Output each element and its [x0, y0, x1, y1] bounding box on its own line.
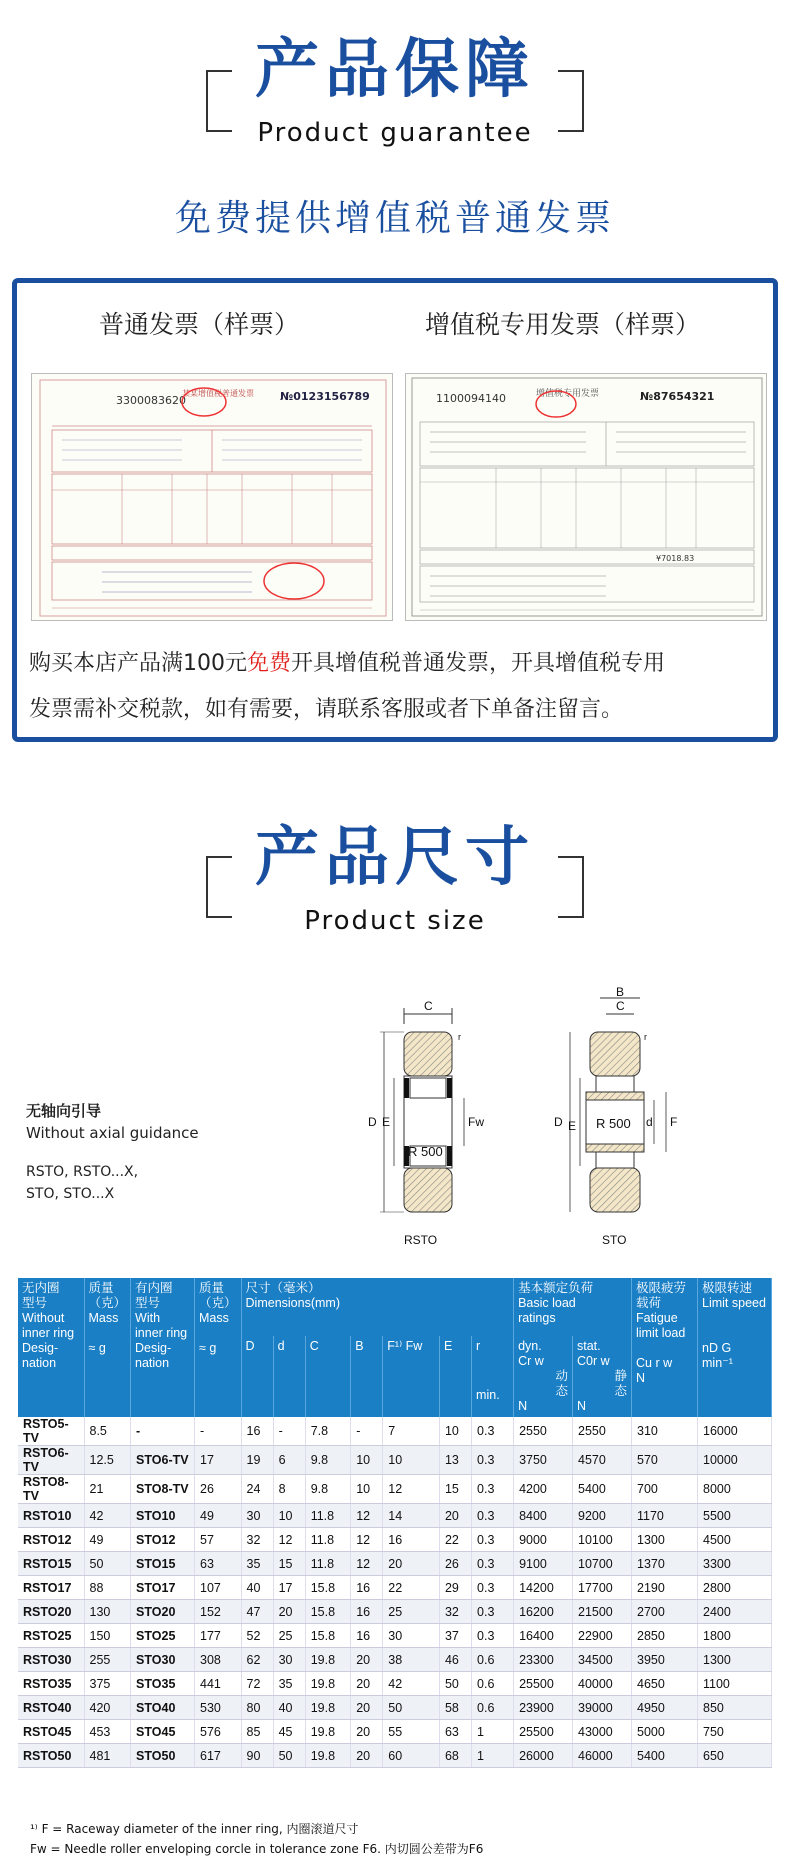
sample-normal-label: 普通发票（样票）: [99, 310, 300, 339]
table-cell: 4570: [573, 1446, 632, 1475]
table-cell: 441: [195, 1672, 242, 1696]
table-cell: 68: [439, 1744, 471, 1768]
table-cell: 19.8: [305, 1744, 351, 1768]
table-cell: 50: [439, 1672, 471, 1696]
normal-invoice-code: 3300083620: [116, 394, 186, 407]
table-cell: 9200: [573, 1504, 632, 1528]
table-cell: 0.6: [472, 1696, 514, 1720]
table-cell: 16000: [698, 1417, 772, 1446]
table-cell: 24: [241, 1475, 273, 1504]
table-cell: 47: [241, 1600, 273, 1624]
table-cell: 1: [472, 1720, 514, 1744]
vat-invoice-code: 1100094140: [436, 392, 506, 405]
table-cell: 35: [273, 1672, 305, 1696]
table-cell: 14: [383, 1504, 440, 1528]
table-cell: 40000: [573, 1672, 632, 1696]
table-row: [18, 1475, 772, 1504]
table-cell: 50: [273, 1744, 305, 1768]
footnote-f: ¹⁾ F = Raceway diameter of the inner ring, 内圈滚道尺寸: [30, 1822, 359, 1836]
table-cell: 10: [439, 1417, 471, 1446]
table-cell: 2850: [632, 1624, 698, 1648]
th-f-fw: F¹⁾ Fw: [383, 1336, 440, 1417]
table-cell: 19.8: [305, 1648, 351, 1672]
invoice-note: [29, 641, 769, 733]
table-cell: 40: [273, 1696, 305, 1720]
table-cell: 52: [241, 1624, 273, 1648]
table-row: [18, 1720, 772, 1744]
table-cell: RSTO30: [18, 1648, 84, 1672]
table-cell: 10100: [573, 1528, 632, 1552]
dim-fw: Fw: [468, 1115, 484, 1129]
table-cell: 700: [632, 1475, 698, 1504]
dim-d-big-left: D: [368, 1115, 377, 1129]
table-cell: 43000: [573, 1720, 632, 1744]
table-cell: 4650: [632, 1672, 698, 1696]
table-cell: RSTO12: [18, 1528, 84, 1552]
table-cell: 16: [241, 1417, 273, 1446]
table-cell: 130: [84, 1600, 131, 1624]
table-cell: 177: [195, 1624, 242, 1648]
table-cell: RSTO40: [18, 1696, 84, 1720]
guide-zh: 无轴向引导: [26, 1102, 102, 1120]
table-cell: 150: [84, 1624, 131, 1648]
table-cell: STO12: [131, 1528, 195, 1552]
th-speed: 极限转速 Limit speed nD G min⁻¹: [698, 1278, 772, 1417]
table-cell: 9000: [514, 1528, 573, 1552]
table-cell: 10: [273, 1504, 305, 1528]
table-cell: 16: [351, 1624, 383, 1648]
table-cell: 30: [273, 1648, 305, 1672]
table-cell: 5000: [632, 1720, 698, 1744]
table-cell: 16: [383, 1528, 440, 1552]
table-cell: 5500: [698, 1504, 772, 1528]
table-row: [18, 1552, 772, 1576]
th-without-ring: 无内圈 型号 Without inner ring Desig- nation: [18, 1278, 84, 1417]
table-cell: 19: [241, 1446, 273, 1475]
table-cell: 4200: [514, 1475, 573, 1504]
table-cell: -: [131, 1417, 195, 1446]
table-row: [18, 1446, 772, 1475]
table-cell: 45: [273, 1720, 305, 1744]
th-load-ratings: 基本额定负荷 Basic load ratings: [514, 1278, 632, 1336]
table-cell: 0.6: [472, 1648, 514, 1672]
bearing-types-line2: STO, STO...X: [26, 1186, 115, 1202]
table-cell: 1100: [698, 1672, 772, 1696]
table-cell: 55: [383, 1720, 440, 1744]
th-mass-1: 质量 （克） Mass ≈ g: [84, 1278, 131, 1417]
table-cell: 570: [632, 1446, 698, 1475]
table-cell: 750: [698, 1720, 772, 1744]
vat-invoice-no: №87654321: [640, 390, 715, 403]
table-cell: 85: [241, 1720, 273, 1744]
table-cell: 23900: [514, 1696, 573, 1720]
table-cell: STO10: [131, 1504, 195, 1528]
table-cell: 3750: [514, 1446, 573, 1475]
table-cell: 16200: [514, 1600, 573, 1624]
table-cell: 576: [195, 1720, 242, 1744]
table-cell: 25500: [514, 1720, 573, 1744]
table-cell: 72: [241, 1672, 273, 1696]
table-cell: 9.8: [305, 1446, 351, 1475]
sto-diagram: [554, 985, 677, 1247]
rsto-diagram: [368, 999, 484, 1247]
table-cell: 16: [351, 1576, 383, 1600]
table-cell: -: [195, 1417, 242, 1446]
normal-invoice-title: 某某增值税普通发票: [182, 389, 254, 398]
table-cell: 19.8: [305, 1720, 351, 1744]
table-cell: STO30: [131, 1648, 195, 1672]
table-cell: STO6-TV: [131, 1446, 195, 1475]
table-cell: STO15: [131, 1552, 195, 1576]
dim-c-left: C: [424, 999, 433, 1013]
table-cell: 63: [439, 1720, 471, 1744]
table-cell: 2550: [514, 1417, 573, 1446]
table-cell: 20: [351, 1696, 383, 1720]
guarantee-heading: [0, 33, 790, 148]
table-cell: 20: [439, 1504, 471, 1528]
table-cell: 42: [84, 1504, 131, 1528]
dim-d-small: d: [646, 1115, 653, 1129]
table-cell: 375: [84, 1672, 131, 1696]
table-cell: 0.3: [472, 1600, 514, 1624]
table-cell: 25500: [514, 1672, 573, 1696]
table-cell: 25: [273, 1624, 305, 1648]
table-cell: 12: [383, 1475, 440, 1504]
table-cell: 453: [84, 1720, 131, 1744]
table-cell: 0.3: [472, 1552, 514, 1576]
table-cell: 42: [383, 1672, 440, 1696]
table-cell: 21500: [573, 1600, 632, 1624]
invoice-note-line1: 购买本店产品满100元免费开具增值税普通发票，开具增值税专用: [29, 651, 666, 676]
table-cell: RSTO15: [18, 1552, 84, 1576]
table-cell: 20: [351, 1648, 383, 1672]
table-cell: 8.5: [84, 1417, 131, 1446]
table-cell: -: [351, 1417, 383, 1446]
table-cell: 46: [439, 1648, 471, 1672]
table-cell: 32: [439, 1600, 471, 1624]
table-cell: 32: [241, 1528, 273, 1552]
table-cell: 850: [698, 1696, 772, 1720]
table-cell: 308: [195, 1648, 242, 1672]
sto-label: STO: [602, 1233, 627, 1247]
th-d-small: d: [273, 1336, 305, 1417]
table-cell: 1370: [632, 1552, 698, 1576]
table-cell: 420: [84, 1696, 131, 1720]
table-cell: 16400: [514, 1624, 573, 1648]
table-cell: 0.3: [472, 1446, 514, 1475]
table-cell: 10: [383, 1446, 440, 1475]
table-cell: 22900: [573, 1624, 632, 1648]
table-cell: 3300: [698, 1552, 772, 1576]
table-cell: 11.8: [305, 1528, 351, 1552]
table-cell: 10: [351, 1475, 383, 1504]
table-cell: 15: [273, 1552, 305, 1576]
sample-vat-label: 增值税专用发票（样票）: [425, 310, 701, 339]
table-cell: 2400: [698, 1600, 772, 1624]
normal-invoice-image: [31, 373, 393, 621]
guarantee-title: 产品保障: [255, 33, 535, 107]
guide-en: Without axial guidance: [26, 1124, 199, 1142]
table-cell: 8: [273, 1475, 305, 1504]
normal-invoice-no: №0123156789: [280, 390, 370, 403]
table-cell: 650: [698, 1744, 772, 1768]
table-cell: 9100: [514, 1552, 573, 1576]
table-cell: 0.6: [472, 1672, 514, 1696]
bearing-diagrams: [340, 985, 800, 1268]
table-cell: RSTO5-TV: [18, 1417, 84, 1446]
table-cell: 16: [351, 1600, 383, 1624]
table-cell: STO40: [131, 1696, 195, 1720]
table-cell: 8400: [514, 1504, 573, 1528]
table-cell: 34500: [573, 1648, 632, 1672]
table-cell: 5400: [632, 1744, 698, 1768]
table-row: [18, 1417, 772, 1446]
table-cell: 26: [195, 1475, 242, 1504]
dim-r-left: r: [458, 1032, 461, 1042]
spec-table: [18, 1278, 772, 1768]
table-row: [18, 1528, 772, 1552]
bearing-types-line1: RSTO, RSTO...X,: [26, 1164, 139, 1180]
sto-radius: R 500: [596, 1116, 631, 1131]
table-cell: 1: [472, 1744, 514, 1768]
table-cell: 49: [195, 1504, 242, 1528]
table-cell: 50: [84, 1552, 131, 1576]
size-heading: [0, 821, 790, 936]
table-cell: -: [273, 1417, 305, 1446]
table-cell: 17700: [573, 1576, 632, 1600]
table-cell: 17: [195, 1446, 242, 1475]
footnote-fw: Fw = Needle roller enveloping corcle in tolerance zone F6. 内切圆公差带为F6: [30, 1842, 484, 1856]
table-row: [18, 1600, 772, 1624]
th-r: r min.: [472, 1336, 514, 1417]
table-cell: 22: [439, 1528, 471, 1552]
table-cell: 10000: [698, 1446, 772, 1475]
table-cell: 22: [383, 1576, 440, 1600]
th-dyn: dyn. Cr w 动 态 N: [514, 1336, 573, 1417]
table-cell: 107: [195, 1576, 242, 1600]
th-with-ring: 有内圈 型号 With inner ring Desig- nation: [131, 1278, 195, 1417]
table-cell: 12: [273, 1528, 305, 1552]
th-fatigue: 极限疲劳 载荷 Fatigue limit load Cu r w N: [632, 1278, 698, 1417]
table-cell: 30: [241, 1504, 273, 1528]
table-cell: 255: [84, 1648, 131, 1672]
table-cell: 15.8: [305, 1576, 351, 1600]
table-cell: 3950: [632, 1648, 698, 1672]
table-cell: 0.3: [472, 1475, 514, 1504]
dim-e-right: E: [568, 1119, 577, 1133]
table-cell: 20: [383, 1552, 440, 1576]
table-cell: 8000: [698, 1475, 772, 1504]
table-row: [18, 1672, 772, 1696]
dim-c-right: C: [616, 999, 625, 1013]
table-cell: 46000: [573, 1744, 632, 1768]
table-cell: 0.3: [472, 1528, 514, 1552]
table-cell: 88: [84, 1576, 131, 1600]
table-cell: 2190: [632, 1576, 698, 1600]
table-cell: 152: [195, 1600, 242, 1624]
th-d-big: D: [241, 1336, 273, 1417]
table-cell: 9.8: [305, 1475, 351, 1504]
table-cell: 26: [439, 1552, 471, 1576]
table-cell: 19.8: [305, 1672, 351, 1696]
table-cell: 4500: [698, 1528, 772, 1552]
invoice-heading: 免费提供增值税普通发票: [174, 198, 615, 239]
table-cell: 12: [351, 1528, 383, 1552]
table-cell: 6: [273, 1446, 305, 1475]
th-c: C: [305, 1336, 351, 1417]
table-cell: 62: [241, 1648, 273, 1672]
table-cell: 0.3: [472, 1576, 514, 1600]
table-cell: RSTO10: [18, 1504, 84, 1528]
table-cell: 49: [84, 1528, 131, 1552]
table-cell: 1300: [632, 1528, 698, 1552]
table-row: [18, 1744, 772, 1768]
vat-invoice-total: ¥7018.83: [656, 554, 695, 563]
table-cell: RSTO45: [18, 1720, 84, 1744]
table-cell: 310: [632, 1417, 698, 1446]
invoice-note-line2: 发票需补交税款，如有需要，请联系客服或者下单备注留言。: [29, 697, 624, 722]
table-cell: 38: [383, 1648, 440, 1672]
table-cell: 60: [383, 1744, 440, 1768]
rsto-label: RSTO: [404, 1233, 438, 1247]
table-cell: 15.8: [305, 1624, 351, 1648]
dim-e-left: E: [382, 1115, 391, 1129]
th-mass-2: 质量 （克） Mass ≈ g: [195, 1278, 242, 1417]
table-cell: 10700: [573, 1552, 632, 1576]
vat-invoice-title: 增值税专用发票: [536, 389, 600, 399]
dim-b: B: [616, 985, 625, 999]
table-cell: 11.8: [305, 1552, 351, 1576]
table-cell: 11.8: [305, 1504, 351, 1528]
table-cell: 12: [351, 1504, 383, 1528]
table-cell: STO20: [131, 1600, 195, 1624]
table-cell: 7.8: [305, 1417, 351, 1446]
table-row: [18, 1624, 772, 1648]
dim-r-right: r: [644, 1032, 647, 1042]
vat-invoice-image: [405, 373, 767, 621]
table-cell: 37: [439, 1624, 471, 1648]
table-cell: 50: [383, 1696, 440, 1720]
table-cell: 35: [241, 1552, 273, 1576]
table-row: [18, 1648, 772, 1672]
size-title: 产品尺寸: [255, 821, 535, 895]
table-cell: 0.3: [472, 1417, 514, 1446]
table-cell: 12: [351, 1552, 383, 1576]
table-cell: 617: [195, 1744, 242, 1768]
table-cell: RSTO6-TV: [18, 1446, 84, 1475]
table-cell: 20: [351, 1744, 383, 1768]
dim-d-big-right: D: [554, 1115, 563, 1129]
table-row: [18, 1504, 772, 1528]
table-cell: 40: [241, 1576, 273, 1600]
rsto-radius: R 500: [408, 1144, 443, 1159]
table-cell: 1800: [698, 1624, 772, 1648]
table-cell: 21: [84, 1475, 131, 1504]
table-cell: 15.8: [305, 1600, 351, 1624]
table-cell: 90: [241, 1744, 273, 1768]
table-cell: 19.8: [305, 1696, 351, 1720]
table-cell: RSTO35: [18, 1672, 84, 1696]
table-cell: STO17: [131, 1576, 195, 1600]
table-cell: 5400: [573, 1475, 632, 1504]
table-cell: 20: [273, 1600, 305, 1624]
table-cell: STO25: [131, 1624, 195, 1648]
table-cell: 2550: [573, 1417, 632, 1446]
table-cell: 10: [351, 1446, 383, 1475]
th-dimensions: 尺寸（毫米） Dimensions(mm): [241, 1278, 514, 1336]
table-cell: 15: [439, 1475, 471, 1504]
free-highlight: 免费: [247, 651, 292, 676]
dim-f: F: [670, 1115, 678, 1129]
table-cell: 29: [439, 1576, 471, 1600]
table-cell: 7: [383, 1417, 440, 1446]
table-row: [18, 1696, 772, 1720]
table-cell: 1170: [632, 1504, 698, 1528]
table-cell: 26000: [514, 1744, 573, 1768]
table-cell: 530: [195, 1696, 242, 1720]
table-cell: 2700: [632, 1600, 698, 1624]
table-cell: 58: [439, 1696, 471, 1720]
th-e: E: [439, 1336, 471, 1417]
table-cell: 20: [351, 1720, 383, 1744]
table-cell: 12.5: [84, 1446, 131, 1475]
th-b: B: [351, 1336, 383, 1417]
table-cell: 63: [195, 1552, 242, 1576]
table-cell: RSTO17: [18, 1576, 84, 1600]
table-cell: 13: [439, 1446, 471, 1475]
table-cell: 4950: [632, 1696, 698, 1720]
table-cell: 25: [383, 1600, 440, 1624]
table-cell: 30: [383, 1624, 440, 1648]
table-cell: 20: [351, 1672, 383, 1696]
table-cell: RSTO20: [18, 1600, 84, 1624]
normal-invoice-seal: [264, 563, 324, 599]
table-cell: 0.3: [472, 1624, 514, 1648]
table-cell: STO50: [131, 1744, 195, 1768]
table-cell: 1300: [698, 1648, 772, 1672]
table-cell: 39000: [573, 1696, 632, 1720]
table-cell: 481: [84, 1744, 131, 1768]
table-cell: 17: [273, 1576, 305, 1600]
table-cell: STO8-TV: [131, 1475, 195, 1504]
table-cell: RSTO50: [18, 1744, 84, 1768]
table-cell: RSTO8-TV: [18, 1475, 84, 1504]
table-cell: 23300: [514, 1648, 573, 1672]
table-cell: STO35: [131, 1672, 195, 1696]
table-cell: STO45: [131, 1720, 195, 1744]
table-cell: 80: [241, 1696, 273, 1720]
table-cell: 14200: [514, 1576, 573, 1600]
table-cell: 0.3: [472, 1504, 514, 1528]
invoice-panel: [12, 278, 778, 742]
table-cell: RSTO25: [18, 1624, 84, 1648]
size-subtitle: Product size: [304, 906, 486, 936]
th-stat: stat. C0r w 静 态 N: [573, 1336, 632, 1417]
table-cell: 57: [195, 1528, 242, 1552]
table-row: [18, 1576, 772, 1600]
guarantee-subtitle: Product guarantee: [257, 118, 533, 148]
table-cell: 2800: [698, 1576, 772, 1600]
